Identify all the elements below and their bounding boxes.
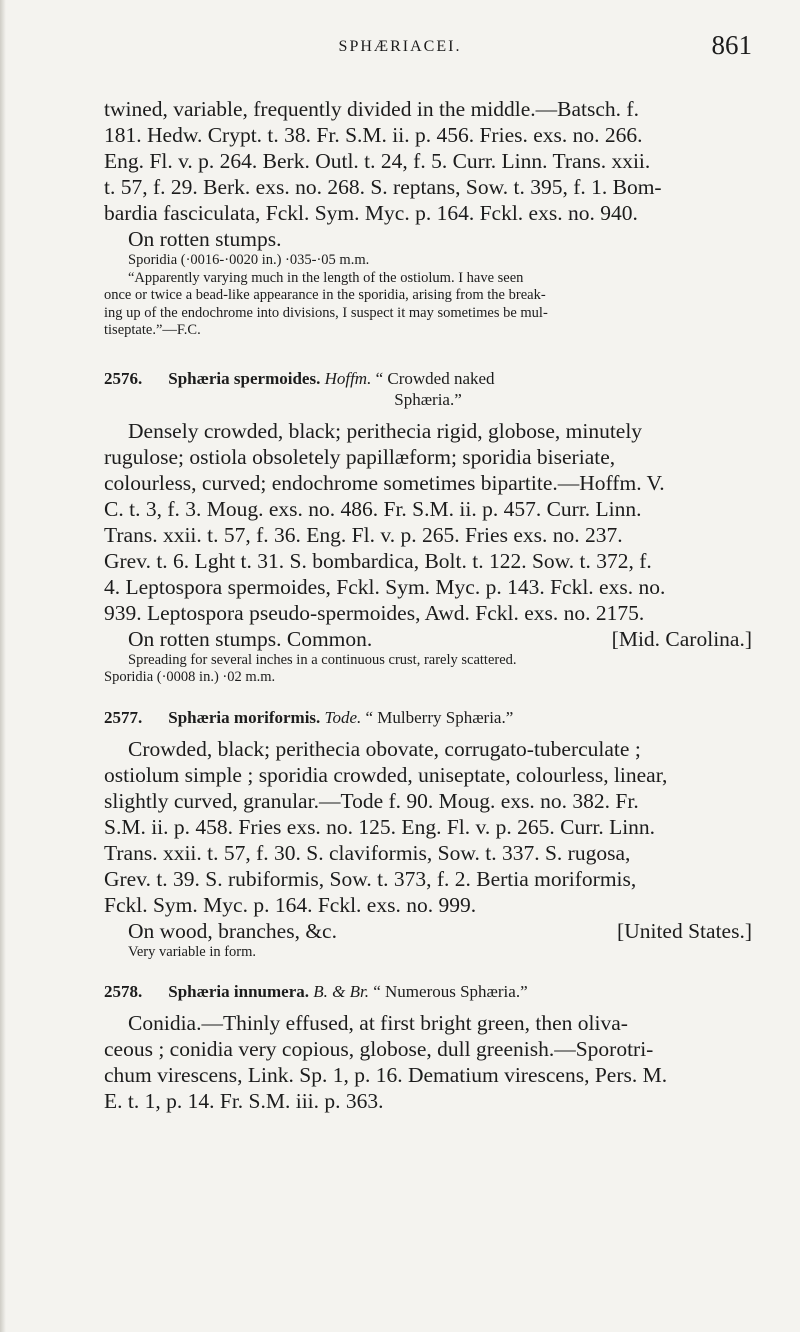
running-head: SPHÆRIACEI. <box>338 38 462 55</box>
authority: Hoffm. <box>324 368 372 388</box>
description-line: ceous ; conidia very copious, globose, dull greenish.—Sporotri- <box>104 1037 654 1061</box>
page-number: 861 <box>711 30 752 60</box>
description-line: Eng. Fl. v. p. 264. Berk. Outl. t. 24, f. 5. Curr. Linn. Trans. xxii. <box>104 149 651 173</box>
note-line: ing up of the endochrome into divisions, I suspect it may sometimes be mul- <box>104 304 548 321</box>
entry-number: 2577. <box>104 707 143 727</box>
description-line: ostiolum simple ; sporidia crowded, uniseptate, colourless, linear, <box>104 762 668 787</box>
description-line: Fckl. Sym. Myc. p. 164. Fckl. exs. no. 999. <box>104 892 477 917</box>
common-name-cont: Sphæria.” <box>394 389 462 409</box>
habitat-row <box>104 918 752 944</box>
habitat: On rotten stumps. Common. <box>128 626 373 651</box>
description-line: 4. Leptospora spermoides, Fckl. Sym. Myc. p. 143. Fckl. exs. no. <box>104 574 666 599</box>
locality: [United States.] <box>617 918 752 943</box>
description-line: Conidia.—Thinly effused, at first bright green, then oliva- <box>128 1011 628 1035</box>
note <box>104 252 752 340</box>
note-line: Very variable in form. <box>128 943 257 960</box>
habitat: On wood, branches, &c. <box>128 918 337 943</box>
description-line: rugulose; ostiola obsoletely papillæform; sporidia biseriate, <box>104 444 616 469</box>
common-name: “ Crowded naked <box>375 368 495 388</box>
description-line: bardia fasciculata, Fckl. Sym. Myc. p. 164. Fckl. exs. no. 940. <box>104 201 638 225</box>
description-line: Densely crowded, black; perithecia rigid, globose, minutely <box>128 418 643 443</box>
entry-2576 <box>104 368 752 687</box>
entry-2578 <box>104 981 752 1114</box>
page-body <box>104 96 752 1114</box>
page-edge <box>0 0 6 1332</box>
note-line: Spreading for several inches in a continuous crust, rarely scattered. <box>128 651 517 668</box>
description-line: chum virescens, Link. Sp. 1, p. 16. Dematium virescens, Pers. M. <box>104 1063 668 1087</box>
description-line: colourless, curved; endochrome sometimes bipartite.—Hoffm. V. <box>104 470 665 495</box>
entry-heading <box>104 981 752 1002</box>
species-name: Sphæria moriformis. <box>168 707 321 727</box>
description-line: Grev. t. 39. S. rubiformis, Sow. t. 373, f. 2. Bertia moriformis, <box>104 866 637 891</box>
entry-number: 2578. <box>104 982 143 1001</box>
entry-2577 <box>104 707 752 962</box>
species-name: Sphæria spermoides. <box>168 368 321 388</box>
description-line: Grev. t. 6. Lght t. 31. S. bombardica, Bolt. t. 122. Sow. t. 372, f. <box>104 548 652 573</box>
common-name: “ Mulberry Sphæria.” <box>365 707 514 727</box>
species-name: Sphæria innumera. <box>168 982 309 1001</box>
description-line: Trans. xxii. t. 57, f. 30. S. claviformis, Sow. t. 337. S. rugosa, <box>104 840 631 865</box>
description-line: S.M. ii. p. 458. Fries exs. no. 125. Eng. Fl. v. p. 265. Curr. Linn. <box>104 814 656 839</box>
page-header <box>0 0 800 70</box>
intro-description <box>104 96 752 226</box>
description-line: slightly curved, granular.—Tode f. 90. Moug. exs. no. 382. Fr. <box>104 788 639 813</box>
description-line: 939. Leptospora pseudo-spermoides, Awd. Fckl. exs. no. 2175. <box>104 600 645 625</box>
description-line: 181. Hedw. Crypt. t. 38. Fr. S.M. ii. p. 456. Fries. exs. no. 266. <box>104 123 643 147</box>
authority: Tode. <box>324 707 362 727</box>
authority: B. & Br. <box>313 982 369 1001</box>
description-line: Crowded, black; perithecia obovate, corrugato-tuberculate ; <box>128 736 641 761</box>
entry-heading <box>104 368 752 410</box>
entry-heading <box>104 707 752 728</box>
note-line: Sporidia (·0016-·0020 in.) ·035-·05 m.m. <box>128 252 370 268</box>
common-name: “ Numerous Sphæria.” <box>373 982 528 1001</box>
entry-number: 2576. <box>104 368 143 388</box>
note-line: once or twice a bead-like appearance in the sporidia, arising from the break- <box>104 287 546 303</box>
description-line: twined, variable, frequently divided in the middle.—Batsch. f. <box>104 97 639 121</box>
locality: [Mid. Carolina.] <box>611 626 752 651</box>
note-line: tiseptate.”—F.C. <box>104 322 201 338</box>
description-line: C. t. 3, f. 3. Moug. exs. no. 486. Fr. S.M. ii. p. 457. Curr. Linn. <box>104 496 642 521</box>
description-line: t. 57, f. 29. Berk. exs. no. 268. S. reptans, Sow. t. 395, f. 1. Bom- <box>104 175 662 199</box>
note-line: Sporidia (·0008 in.) ·02 m.m. <box>104 669 276 685</box>
description-line: Trans. xxii. t. 57, f. 36. Eng. Fl. v. p. 265. Fries exs. no. 237. <box>104 522 623 547</box>
note-line: “Apparently varying much in the length of the ostiolum. I have seen <box>128 269 524 286</box>
habitat-row <box>104 626 752 652</box>
habitat: On rotten stumps. <box>128 227 282 251</box>
description-line: E. t. 1, p. 14. Fr. S.M. iii. p. 363. <box>104 1089 384 1113</box>
